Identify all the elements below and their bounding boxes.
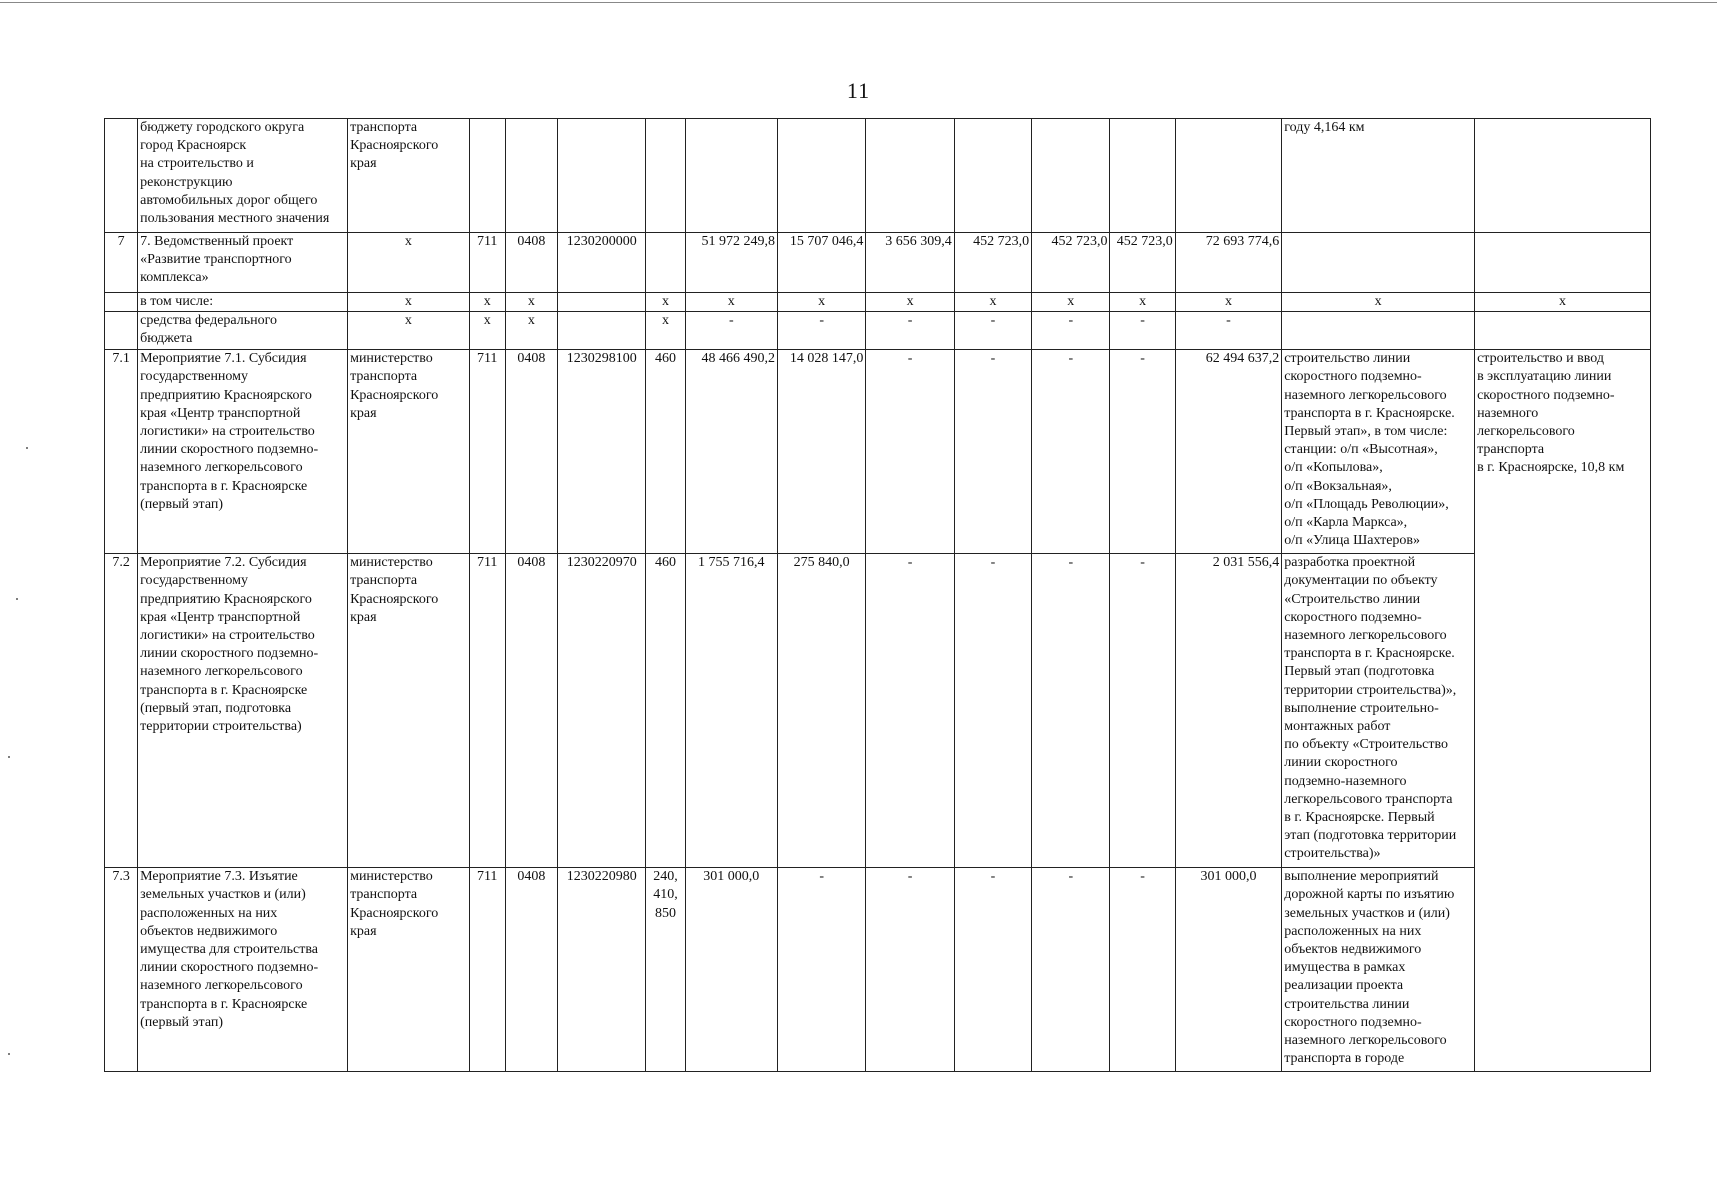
cell-executor: x (348, 233, 470, 293)
cell-rzpr (505, 119, 557, 233)
cell-year-4: x (954, 293, 1031, 312)
cell-year-2: 15 707 046,4 (777, 233, 865, 293)
cell-grbs: 711 (469, 868, 505, 1072)
cell-year-3: - (866, 868, 954, 1072)
cell-id: 7.1 (105, 350, 138, 554)
cell-year-1: 301 000,0 (685, 868, 777, 1072)
cell-year-5: 452 723,0 (1032, 233, 1110, 293)
cell-executor: транспорта Красноярского края (348, 119, 470, 233)
cell-year-5: - (1032, 868, 1110, 1072)
page-number: 11 (846, 78, 871, 103)
cell-effect (1475, 312, 1651, 350)
cell-grbs: x (469, 312, 505, 350)
cell-vr (646, 119, 685, 233)
cell-year-1 (685, 119, 777, 233)
cell-year-6: - (1110, 350, 1175, 554)
cell-year-1: - (685, 312, 777, 350)
cell-year-3 (866, 119, 954, 233)
cell-executor: министерство транспорта Красноярского края (348, 554, 470, 868)
cell-id: 7.2 (105, 554, 138, 868)
cell-year-2: - (777, 868, 865, 1072)
cell-grbs: 711 (469, 233, 505, 293)
cell-year-5 (1032, 119, 1110, 233)
cell-total: x (1175, 293, 1281, 312)
cell-year-5: - (1032, 350, 1110, 554)
cell-csr: 1230220970 (558, 554, 646, 868)
cell-total: - (1175, 312, 1281, 350)
cell-year-2 (777, 119, 865, 233)
cell-year-1: x (685, 293, 777, 312)
cell-year-2: 14 028 147,0 (777, 350, 865, 554)
table-row (105, 233, 1651, 293)
table-row (105, 293, 1651, 312)
cell-total: 62 494 637,2 (1175, 350, 1281, 554)
cell-result: выполнение мероприятий дорожной карты по изъятию земельных участков и (или) расположенных на них объектов недвижимого имущества в рамках реализации проекта строительства линии скоростного подземно- наземного легкорельсового транспорта в городе (1282, 868, 1475, 1072)
cell-result (1282, 312, 1475, 350)
cell-grbs: 711 (469, 350, 505, 554)
cell-csr (558, 119, 646, 233)
cell-year-4: - (954, 868, 1031, 1072)
cell-year-6: - (1110, 868, 1175, 1072)
cell-year-6: x (1110, 293, 1175, 312)
cell-year-6: 452 723,0 (1110, 233, 1175, 293)
cell-total: 2 031 556,4 (1175, 554, 1281, 868)
cell-rzpr: x (505, 312, 557, 350)
cell-year-3: - (866, 312, 954, 350)
cell-vr: x (646, 312, 685, 350)
cell-year-5: - (1032, 312, 1110, 350)
cell-result: строительство линии скоростного подземно- наземного легкорельсового транспорта в г. Красноярске. Первый этап», в том числе: станции: о/п «Высотная», о/п «Копылова», о/п «Вокзальная», о/п «Площадь Революции», о/п «Карла Маркса», о/п «Улица Шахтеров» (1282, 350, 1475, 554)
cell-executor: x (348, 293, 470, 312)
table-row (105, 868, 1651, 1072)
table-row (105, 312, 1651, 350)
cell-year-5: - (1032, 554, 1110, 868)
cell-rzpr: 0408 (505, 554, 557, 868)
cell-total: 72 693 774,6 (1175, 233, 1281, 293)
cell-year-3: x (866, 293, 954, 312)
cell-total: 301 000,0 (1175, 868, 1281, 1072)
cell-year-2: 275 840,0 (777, 554, 865, 868)
cell-executor: министерство транспорта Красноярского края (348, 868, 470, 1072)
cell-year-3: - (866, 350, 954, 554)
cell-rzpr: 0408 (505, 233, 557, 293)
cell-name: бюджету городского округа город Красноярск на строительство и реконструкцию автомобильных дорог общего пользования местного значения (138, 119, 348, 233)
cell-id (105, 312, 138, 350)
cell-result: разработка проектной документации по объекту «Строительство линии скоростного подземно- наземного легкорельсового транспорта в г. Красноярске. Первый этап (подготовка территории строительства)», выполнение строительно- монтажных работ по объекту «Строительство линии скоростного подземно-наземного легкорельсового транспорта в г. Красноярске. Первый этап (подготовка территории строительства)» (1282, 554, 1475, 868)
cell-year-6: - (1110, 554, 1175, 868)
cell-name: Мероприятие 7.3. Изъятие земельных участков и (или) расположенных на них объектов недвижимого имущества для строительства линии скоростного подземно- наземного легкорельсового транспорта в г. Красноярске (первый этап) (138, 868, 348, 1072)
cell-rzpr: 0408 (505, 350, 557, 554)
program-table (104, 118, 1651, 1072)
table-row (105, 119, 1651, 233)
cell-id (105, 119, 138, 233)
cell-year-1: 48 466 490,2 (685, 350, 777, 554)
cell-executor: x (348, 312, 470, 350)
cell-year-3: 3 656 309,4 (866, 233, 954, 293)
scan-speck (8, 1053, 10, 1055)
cell-id: 7.3 (105, 868, 138, 1072)
top-border-line (0, 2, 1717, 3)
cell-year-4: - (954, 554, 1031, 868)
scan-speck (16, 598, 18, 600)
cell-rzpr: x (505, 293, 557, 312)
cell-name: 7. Ведомственный проект «Развитие транспортного комплекса» (138, 233, 348, 293)
cell-vr: 460 (646, 554, 685, 868)
cell-id: 7 (105, 233, 138, 293)
cell-effect: x (1475, 293, 1651, 312)
cell-result: x (1282, 293, 1475, 312)
cell-vr (646, 233, 685, 293)
cell-name: в том числе: (138, 293, 348, 312)
table-row (105, 554, 1651, 868)
cell-csr: 1230220980 (558, 868, 646, 1072)
cell-year-6: - (1110, 312, 1175, 350)
cell-vr: x (646, 293, 685, 312)
cell-name: средства федерального бюджета (138, 312, 348, 350)
cell-vr: 460 (646, 350, 685, 554)
cell-effect (1475, 233, 1651, 293)
cell-total (1175, 119, 1281, 233)
cell-csr: 1230298100 (558, 350, 646, 554)
cell-executor: министерство транспорта Красноярского края (348, 350, 470, 554)
cell-grbs: 711 (469, 554, 505, 868)
cell-year-1: 1 755 716,4 (685, 554, 777, 868)
cell-grbs (469, 119, 505, 233)
table-row (105, 350, 1651, 554)
cell-year-4 (954, 119, 1031, 233)
cell-year-4: - (954, 350, 1031, 554)
cell-vr: 240, 410, 850 (646, 868, 685, 1072)
cell-result (1282, 233, 1475, 293)
cell-year-6 (1110, 119, 1175, 233)
cell-year-5: x (1032, 293, 1110, 312)
cell-effect: строительство и ввод в эксплуатацию линии скоростного подземно- наземного легкорельсового транспорта в г. Красноярске, 10,8 км (1475, 350, 1651, 1072)
cell-csr (558, 312, 646, 350)
cell-result: году 4,164 км (1282, 119, 1475, 233)
cell-id (105, 293, 138, 312)
scan-speck (26, 447, 28, 449)
cell-year-2: - (777, 312, 865, 350)
cell-year-1: 51 972 249,8 (685, 233, 777, 293)
cell-csr: 1230200000 (558, 233, 646, 293)
cell-grbs: x (469, 293, 505, 312)
cell-year-4: 452 723,0 (954, 233, 1031, 293)
cell-name: Мероприятие 7.2. Субсидия государственному предприятию Красноярского края «Центр транспортной логистики» на строительство линии скоростного подземно- наземного легкорельсового транспорта в г. Красноярске (первый этап, подготовка территории строительства) (138, 554, 348, 868)
cell-rzpr: 0408 (505, 868, 557, 1072)
cell-year-4: - (954, 312, 1031, 350)
cell-effect (1475, 119, 1651, 233)
cell-year-3: - (866, 554, 954, 868)
cell-year-2: x (777, 293, 865, 312)
scan-speck (8, 756, 10, 758)
cell-csr (558, 293, 646, 312)
cell-name: Мероприятие 7.1. Субсидия государственному предприятию Красноярского края «Центр транспортной логистики» на строительство линии скоростного подземно- наземного легкорельсового транспорта в г. Красноярске (первый этап) (138, 350, 348, 554)
